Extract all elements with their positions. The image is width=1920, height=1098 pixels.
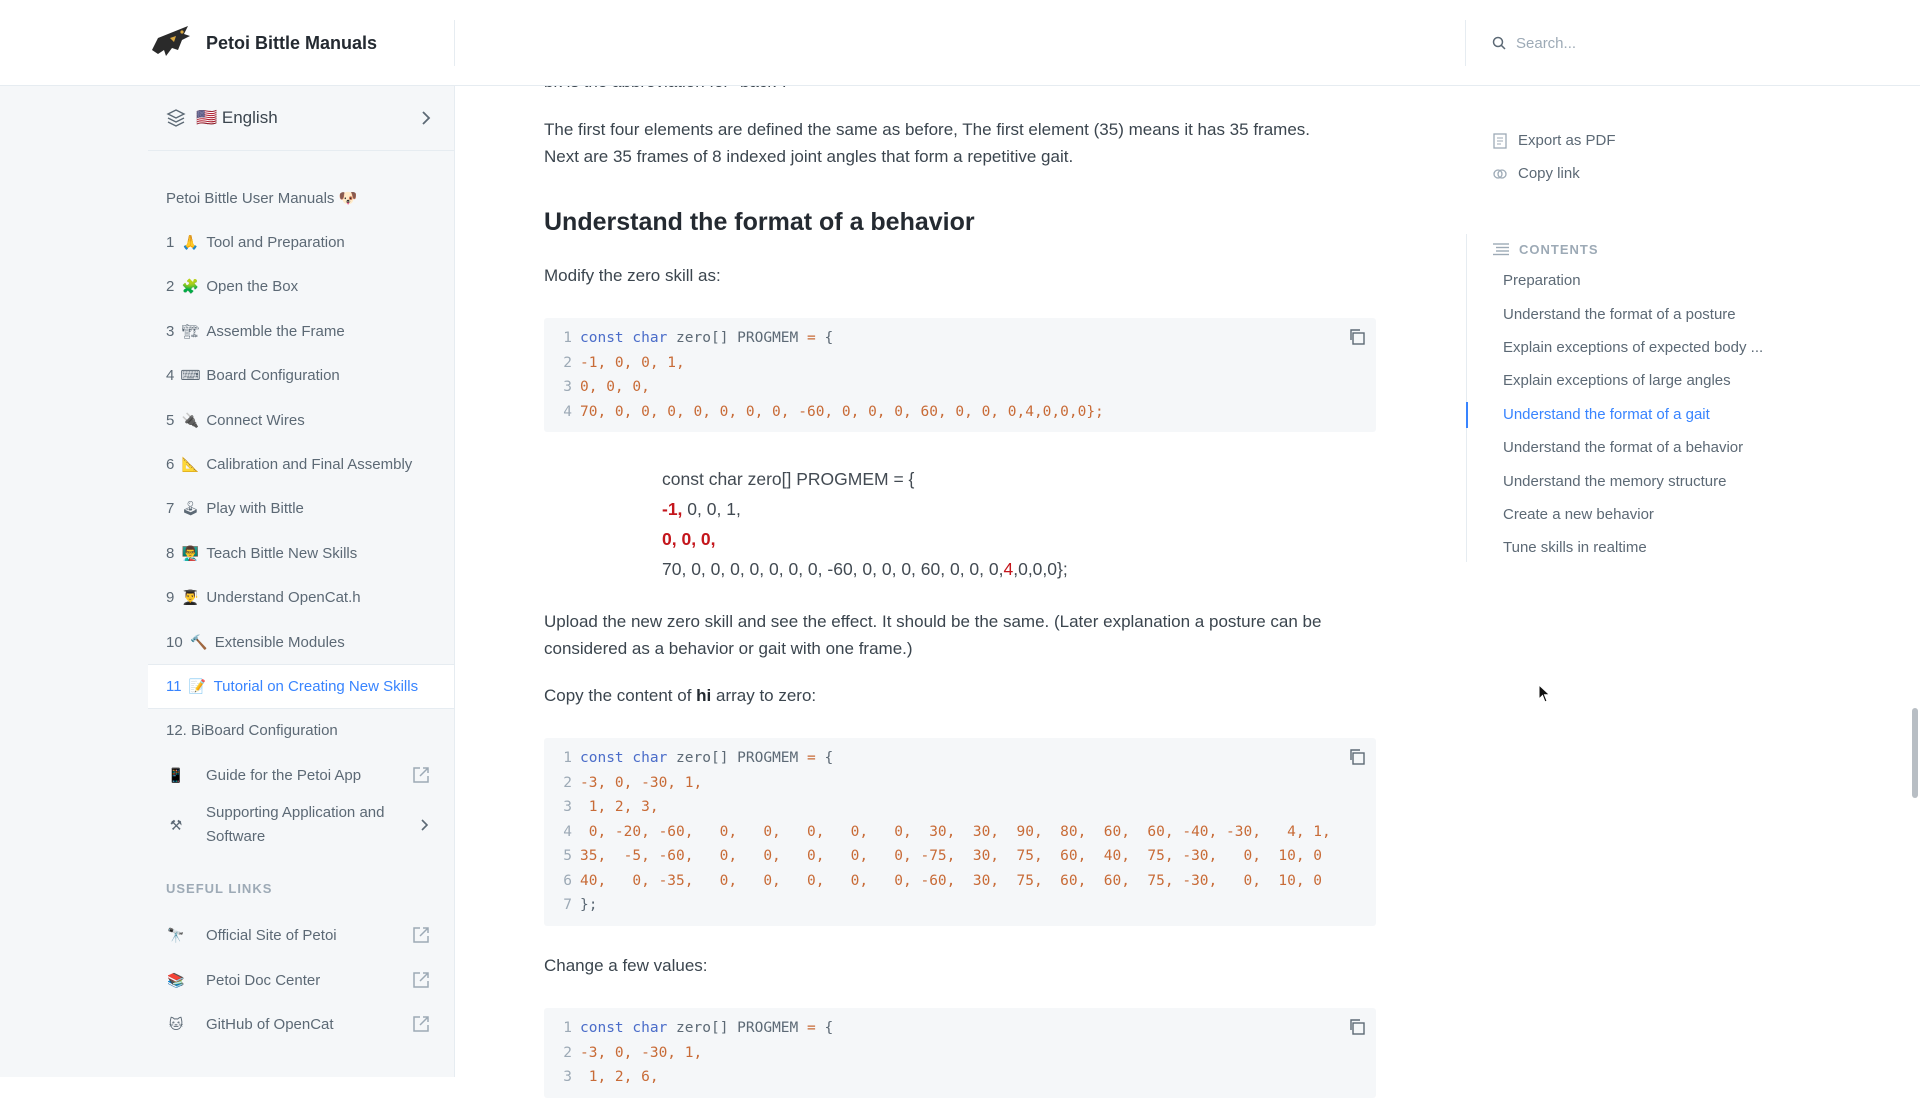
image-line: 0, 0, 0,: [662, 529, 716, 549]
sidebar-item-number: 9: [166, 589, 175, 607]
student-icon: 👨‍🎓: [181, 589, 200, 606]
copy-hi-paragraph: Copy the content of hi array to zero:: [544, 686, 817, 705]
sidebar-item-label: Understand OpenCat.h: [206, 589, 361, 607]
sidebar-item-extensible-modules[interactable]: [148, 620, 454, 664]
code-line: 6 40, 0, -35, 0, 0, 0, 0, 0, -60, 30, 75, 60, 60, 75, -30, 0, 10, 0: [563, 872, 1323, 889]
code-block-2: [544, 738, 1376, 926]
sidebar-item-biboard-configuration[interactable]: [148, 709, 454, 753]
sidebar-link-label: GitHub of OpenCat: [206, 1015, 334, 1033]
paragraph-line: Upload the new zero skill and see the effect. It should be the same. (Later explanation a posture can be: [544, 612, 1322, 631]
sidebar-item-number: 2: [166, 278, 175, 296]
sidebar-item-number: 3: [166, 322, 175, 340]
sidebar-item-number: 11: [166, 677, 182, 695]
joystick-icon: 🕹: [181, 500, 200, 517]
sidebar-item-label: Tutorial on Creating New Skills: [213, 677, 419, 695]
sidebar-item-tool-preparation[interactable]: [148, 220, 454, 264]
copy-icon[interactable]: [1348, 1018, 1366, 1036]
sidebar-item-number: 7: [166, 500, 175, 518]
sidebar-item-user-manuals[interactable]: [148, 176, 454, 220]
list-icon: [1493, 243, 1509, 255]
toc-item-tune-skills[interactable]: Tune skills in realtime: [1503, 539, 1647, 557]
sidebar-item-label: Tool and Preparation: [206, 234, 345, 252]
code-line: 1 const char zero[] PROGMEM = {: [563, 1020, 834, 1036]
sidebar-item-tutorial-new-skills[interactable]: [148, 664, 454, 708]
sidebar-nav: [148, 176, 454, 1047]
sidebar-item-label: Supporting Application and Software: [206, 804, 385, 846]
toc-item-memory-structure[interactable]: Understand the memory structure: [1503, 472, 1727, 490]
sidebar-item-number: 1: [166, 234, 175, 252]
tools-icon: ⚒: [169, 816, 183, 833]
change-values-paragraph: Change a few values:: [544, 956, 708, 975]
petoi-logo-icon: [148, 20, 194, 66]
sidebar-item-label: Connect Wires: [206, 411, 305, 429]
toc-item-format-behavior[interactable]: Understand the format of a behavior: [1503, 439, 1744, 457]
books-icon: 📚: [167, 971, 185, 988]
gait-description-paragraph: [544, 116, 1376, 170]
toc-item-exceptions-angles[interactable]: Explain exceptions of large angles: [1503, 372, 1731, 390]
paragraph-line: considered as a behavior or gait with one frame.): [544, 639, 913, 658]
search-input[interactable]: Search...: [1516, 34, 1577, 52]
code-line: 2 -3, 0, -30, 1,: [563, 1044, 703, 1061]
keyboard-icon: ⌨: [180, 367, 201, 384]
toc-item-preparation[interactable]: Preparation: [1503, 272, 1581, 290]
image-line: 70, 0, 0, 0, 0, 0, 0, 0, -60, 0, 0, 0, 60, 0, 0, 0,4,0,0,0};: [662, 559, 1068, 579]
sidebar-item-petoi-app-guide[interactable]: [148, 753, 454, 797]
sidebar-item-number: 10: [166, 633, 183, 651]
language-label: 🇺🇸 English: [196, 108, 278, 127]
image-line: -1, 0, 0, 1,: [662, 499, 741, 519]
ruler-icon: 📐: [181, 456, 200, 473]
layers-icon: [166, 108, 186, 128]
sidebar-item-label: Play with Bittle: [206, 500, 304, 518]
header-divider: [454, 20, 455, 66]
left-sidebar: [0, 86, 455, 1077]
mouse-cursor-icon: [1538, 684, 1552, 704]
sidebar-item-number: 6: [166, 456, 175, 474]
external-link-icon: [412, 1015, 430, 1033]
external-link-icon: [412, 926, 430, 944]
sidebar-item-board-configuration[interactable]: [148, 354, 454, 398]
github-icon: 🐱: [168, 1015, 184, 1032]
paragraph-line: The first four elements are defined the same as before, The first element (35) means it has 35 frames.: [544, 120, 1310, 139]
code-line: 3 1, 2, 6,: [563, 1069, 659, 1085]
code-screenshot-image: [662, 464, 1068, 584]
export-pdf-button[interactable]: [1492, 124, 1616, 157]
header-divider: [1465, 20, 1466, 66]
plug-icon: 🔌: [181, 411, 200, 428]
chevron-right-icon: [420, 817, 430, 833]
sidebar-link-label: Petoi Doc Center: [206, 971, 321, 989]
table-of-contents: [1466, 234, 1766, 562]
sidebar-item-calibration[interactable]: [148, 442, 454, 486]
external-link-icon: [412, 971, 430, 989]
hammer-icon: 🔨: [189, 633, 208, 650]
sidebar-item-label: Guide for the Petoi App: [206, 766, 362, 784]
sidebar-item-number: 8: [166, 544, 175, 562]
contents-title: [1467, 234, 1766, 264]
search-box[interactable]: [1492, 28, 1576, 58]
sidebar-item-label: Calibration and Final Assembly: [206, 456, 413, 474]
construction-icon: 🏗: [181, 322, 200, 339]
sidebar-item-label: 12. BiBoard Configuration: [166, 722, 338, 740]
sidebar-item-assemble-frame[interactable]: [148, 309, 454, 353]
contents-title-label: CONTENTS: [1519, 241, 1599, 257]
toc-item-format-posture[interactable]: Understand the format of a posture: [1503, 305, 1736, 323]
pray-icon: 🙏: [181, 234, 200, 251]
image-line: const char zero[] PROGMEM = {: [662, 469, 915, 489]
link-icon: [1492, 166, 1508, 182]
code-line: 3 1, 2, 3,: [563, 799, 659, 815]
memo-icon: 📝: [188, 677, 207, 694]
code-line: 1 const char zero[] PROGMEM = {: [563, 330, 834, 346]
code-line: 1 const char zero[] PROGMEM = {: [563, 750, 834, 766]
paragraph-line: Next are 35 frames of 8 indexed joint angles that form a repetitive gait.: [544, 147, 1074, 166]
main-content: [544, 86, 1376, 1085]
brand-name: Petoi Bittle Manuals: [206, 32, 378, 53]
toc-item-format-gait[interactable]: Understand the format of a gait: [1467, 398, 1767, 431]
sidebar-item-connect-wires[interactable]: [148, 398, 454, 442]
upload-zero-paragraph: [544, 608, 1376, 662]
code-line: 2 -1, 0, 0, 1,: [563, 354, 685, 371]
code-line: 2 -3, 0, -30, 1,: [563, 774, 703, 791]
puzzle-icon: 🧩: [181, 278, 200, 295]
sidebar-item-play-with-bittle[interactable]: [148, 487, 454, 531]
external-link-icon: [412, 766, 430, 784]
sidebar-item-label: Teach Bittle New Skills: [206, 544, 358, 562]
sidebar-item-label: Board Configuration: [206, 367, 340, 385]
copy-icon[interactable]: [1348, 328, 1366, 346]
teacher-icon: 👨‍🏫: [181, 544, 200, 561]
copy-link-button[interactable]: [1492, 157, 1616, 190]
section-heading-behavior: Understand the format of a behavior: [544, 208, 975, 236]
code-block-3: [544, 1008, 1376, 1098]
sidebar-link-doc-center[interactable]: [148, 958, 454, 1002]
sidebar-item-label: Assemble the Frame: [206, 322, 345, 340]
code-line: 3 0, 0, 0,: [563, 379, 650, 395]
export-pdf-label: Export as PDF: [1518, 132, 1616, 149]
modify-zero-paragraph: Modify the zero skill as:: [544, 266, 721, 285]
toc-item-create-behavior[interactable]: Create a new behavior: [1503, 505, 1654, 523]
pdf-icon: [1492, 133, 1508, 149]
page-actions: [1492, 124, 1616, 190]
code-line: 4 70, 0, 0, 0, 0, 0, 0, 0, -60, 0, 0, 0, 60, 0, 0, 0,4,0,0,0};: [563, 403, 1104, 420]
code-line: 5 35, -5, -60, 0, 0, 0, 0, 0, -75, 30, 75, 60, 40, 75, -30, 0, 10, 0: [563, 848, 1323, 864]
code-block-1: [544, 318, 1376, 432]
sidebar-item-teach-new-skills[interactable]: [148, 531, 454, 575]
copy-link-label: Copy link: [1518, 165, 1580, 182]
sidebar-item-understand-opencat[interactable]: [148, 576, 454, 620]
chevron-right-icon: [420, 108, 432, 128]
phone-icon: 📱: [167, 766, 185, 783]
copy-icon[interactable]: [1348, 748, 1366, 766]
sidebar-item-supporting-software[interactable]: [148, 797, 454, 853]
language-selector[interactable]: [148, 86, 454, 151]
code-line: 4 0, -20, -60, 0, 0, 0, 0, 0, 30, 30, 90, 80, 60, 60, -40, -30, 4, 1,: [563, 823, 1331, 840]
code-line: 7 };: [563, 897, 598, 913]
sidebar-item-label: Extensible Modules: [214, 633, 345, 651]
sidebar-item-label: Petoi Bittle User Manuals 🐶: [166, 190, 358, 208]
sidebar-item-number: 4: [166, 367, 175, 385]
right-toc-panel: [1466, 86, 1920, 1077]
telescope-icon: 🔭: [167, 927, 185, 944]
toc-item-exceptions-body[interactable]: Explain exceptions of expected body ...: [1503, 338, 1764, 356]
page-scrollbar[interactable]: [1912, 708, 1918, 798]
sidebar-link-label: Official Site of Petoi: [206, 927, 337, 945]
brand-link[interactable]: [148, 18, 377, 68]
sidebar-item-label: Open the Box: [206, 278, 299, 296]
sidebar-item-open-box[interactable]: [148, 265, 454, 309]
top-header: [0, 0, 1920, 86]
sidebar-link-github-opencat[interactable]: [148, 1002, 454, 1046]
search-icon: [1492, 36, 1506, 50]
sidebar-link-official-site[interactable]: [148, 913, 454, 957]
useful-links-title: USEFUL LINKS: [166, 880, 273, 896]
sidebar-item-number: 5: [166, 411, 175, 429]
